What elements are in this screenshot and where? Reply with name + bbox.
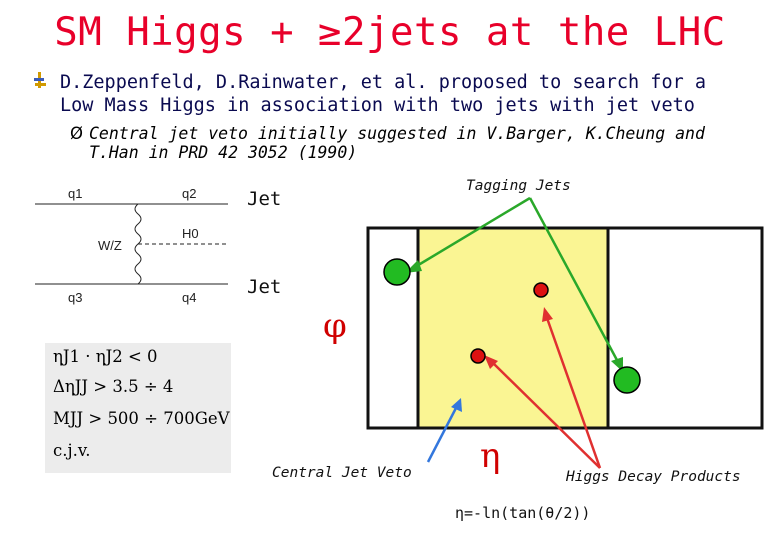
q2-label: q2 (182, 186, 197, 201)
subbullet-line-1: Central jet veto initially suggested in V.Barger, K.Cheung and (89, 124, 705, 143)
tagging-arrow-left (415, 198, 530, 267)
boson-label: W/Z (98, 238, 122, 253)
slide-title: SM Higgs + ≥2jets at the LHC (54, 10, 726, 55)
formula-mjj: MJJ > 500 ÷ 700GeV (53, 409, 230, 428)
formula-eta-product: ηJ1 · ηJ2 < 0 (53, 347, 158, 366)
tagging-jet-left (384, 259, 410, 285)
tagging-arrow-right (530, 198, 618, 362)
subbullet-line-2: T.Han in PRD 42 3052 (1990) (89, 143, 358, 162)
phi-label: φ (323, 306, 347, 346)
q4-label: q4 (182, 290, 197, 305)
decay-arrow-top (547, 318, 600, 468)
formula-cjv: c.j.v. (53, 441, 91, 460)
formula-delta-eta: ΔηJJ > 3.5 ÷ 4 (53, 377, 174, 396)
decay-product-bottom (471, 349, 485, 363)
cjv-arrow (428, 408, 456, 462)
eta-definition: η=-ln(tan(θ/2)) (455, 504, 591, 522)
decay-product-top (534, 283, 548, 297)
central-jet-veto-label: Central Jet Veto (272, 465, 412, 481)
eta-label: η (480, 436, 501, 476)
subbullet-arrow: Ø (70, 124, 83, 143)
higgs-decay-label: Higgs Decay Products (566, 469, 741, 485)
decay-arrow-bottom (493, 363, 600, 468)
tagging-jets-label: Tagging Jets (466, 178, 571, 194)
q1-label: q1 (68, 186, 83, 201)
bullet-line-1: D.Zeppenfeld, D.Rainwater, et al. proposed to search for a (60, 72, 707, 93)
jet-label-bottom: Jet (247, 276, 282, 298)
q3-label: q3 (68, 290, 83, 305)
jet-label-top: Jet (247, 188, 282, 210)
higgs-label: H0 (182, 226, 199, 241)
bullet-line-2: Low Mass Higgs in association with two jets with jet veto (60, 95, 695, 116)
tagging-jet-right (614, 367, 640, 393)
